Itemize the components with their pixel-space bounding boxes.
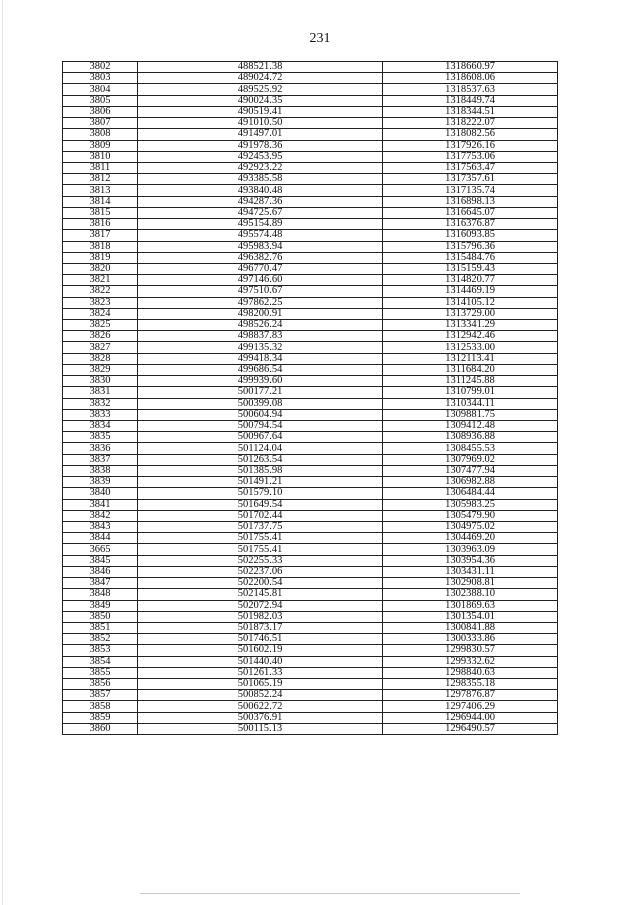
- point-number-cell: 3824: [63, 308, 138, 319]
- x-coordinate-cell: 501755.41: [138, 544, 383, 555]
- y-coordinate-cell: 1311245.88: [383, 376, 558, 387]
- x-coordinate-cell: 488521.38: [138, 62, 383, 73]
- y-coordinate-cell: 1318660.97: [383, 62, 558, 73]
- x-coordinate-cell: 500794.54: [138, 421, 383, 432]
- y-coordinate-cell: 1309412.48: [383, 421, 558, 432]
- table-row: [63, 398, 558, 409]
- table-row: [63, 263, 558, 274]
- y-coordinate-cell: 1300333.86: [383, 634, 558, 645]
- point-number-cell: 3859: [63, 712, 138, 723]
- table-row: [63, 331, 558, 342]
- x-coordinate-cell: 502255.33: [138, 555, 383, 566]
- y-coordinate-cell: 1314469.19: [383, 286, 558, 297]
- point-number-cell: 3825: [63, 320, 138, 331]
- x-coordinate-cell: 500967.64: [138, 432, 383, 443]
- table-row: [63, 308, 558, 319]
- y-coordinate-cell: 1299332.62: [383, 656, 558, 667]
- x-coordinate-cell: 491010.50: [138, 118, 383, 129]
- point-number-cell: 3847: [63, 578, 138, 589]
- point-number-cell: 3858: [63, 701, 138, 712]
- y-coordinate-cell: 1317563.47: [383, 162, 558, 173]
- y-coordinate-cell: 1318537.63: [383, 84, 558, 95]
- x-coordinate-cell: 501263.54: [138, 454, 383, 465]
- x-coordinate-cell: 501440.40: [138, 656, 383, 667]
- x-coordinate-cell: 500622.72: [138, 701, 383, 712]
- y-coordinate-cell: 1311684.20: [383, 364, 558, 375]
- table-row: [63, 387, 558, 398]
- y-coordinate-cell: 1313341.29: [383, 320, 558, 331]
- x-coordinate-cell: 501873.17: [138, 622, 383, 633]
- y-coordinate-cell: 1314820.77: [383, 275, 558, 286]
- point-number-cell: 3805: [63, 95, 138, 106]
- x-coordinate-cell: 500399.08: [138, 398, 383, 409]
- table-row: [63, 275, 558, 286]
- x-coordinate-cell: 500115.13: [138, 723, 383, 734]
- point-number-cell: 3808: [63, 129, 138, 140]
- table-row: [63, 634, 558, 645]
- x-coordinate-cell: 498200.91: [138, 308, 383, 319]
- x-coordinate-cell: 501746.51: [138, 634, 383, 645]
- table-row: [63, 432, 558, 443]
- table-row: [63, 106, 558, 117]
- y-coordinate-cell: 1307969.02: [383, 454, 558, 465]
- y-coordinate-cell: 1312533.00: [383, 342, 558, 353]
- y-coordinate-cell: 1302388.10: [383, 589, 558, 600]
- x-coordinate-cell: 494287.36: [138, 196, 383, 207]
- table-row: [63, 690, 558, 701]
- table-row: [63, 600, 558, 611]
- y-coordinate-cell: 1317926.16: [383, 140, 558, 151]
- y-coordinate-cell: 1304975.02: [383, 521, 558, 532]
- table-row: [63, 196, 558, 207]
- bottom-rule: [140, 893, 520, 894]
- point-number-cell: 3822: [63, 286, 138, 297]
- point-number-cell: 3821: [63, 275, 138, 286]
- table-row: [63, 252, 558, 263]
- y-coordinate-cell: 1316898.13: [383, 196, 558, 207]
- x-coordinate-cell: 501602.19: [138, 645, 383, 656]
- table-row: [63, 477, 558, 488]
- y-coordinate-cell: 1315159.43: [383, 263, 558, 274]
- point-number-cell: 3816: [63, 219, 138, 230]
- point-number-cell: 3846: [63, 566, 138, 577]
- y-coordinate-cell: 1297876.87: [383, 690, 558, 701]
- page-number: 231: [309, 31, 331, 46]
- y-coordinate-cell: 1318344.51: [383, 106, 558, 117]
- point-number-cell: 3820: [63, 263, 138, 274]
- x-coordinate-cell: 499686.54: [138, 364, 383, 375]
- point-number-cell: 3823: [63, 297, 138, 308]
- x-coordinate-cell: 502145.81: [138, 589, 383, 600]
- table-row: [63, 174, 558, 185]
- x-coordinate-cell: 501982.03: [138, 611, 383, 622]
- point-number-cell: 3809: [63, 140, 138, 151]
- table-row: [63, 241, 558, 252]
- x-coordinate-cell: 489525.92: [138, 84, 383, 95]
- table-row: [63, 95, 558, 106]
- table-row: [63, 207, 558, 218]
- y-coordinate-cell: 1304469.20: [383, 533, 558, 544]
- x-coordinate-cell: 492453.95: [138, 151, 383, 162]
- x-coordinate-cell: 497146.60: [138, 275, 383, 286]
- point-number-cell: 3844: [63, 533, 138, 544]
- point-number-cell: 3839: [63, 477, 138, 488]
- point-number-cell: 3848: [63, 589, 138, 600]
- table-row: [63, 118, 558, 129]
- table-row: [63, 555, 558, 566]
- point-number-cell: 3838: [63, 465, 138, 476]
- y-coordinate-cell: 1297406.29: [383, 701, 558, 712]
- x-coordinate-cell: 501261.33: [138, 667, 383, 678]
- table-row: [63, 679, 558, 690]
- table-row: [63, 162, 558, 173]
- y-coordinate-cell: 1314105.12: [383, 297, 558, 308]
- x-coordinate-cell: 496382.76: [138, 252, 383, 263]
- table-row: [63, 140, 558, 151]
- x-coordinate-cell: 489024.72: [138, 73, 383, 84]
- table-row: [63, 589, 558, 600]
- table-row: [63, 667, 558, 678]
- point-number-cell: 3853: [63, 645, 138, 656]
- point-number-cell: 3819: [63, 252, 138, 263]
- x-coordinate-cell: 501737.75: [138, 521, 383, 532]
- point-number-cell: 3828: [63, 353, 138, 364]
- y-coordinate-cell: 1315484.76: [383, 252, 558, 263]
- table-row: [63, 544, 558, 555]
- x-coordinate-cell: 492923.22: [138, 162, 383, 173]
- x-coordinate-cell: 501124.04: [138, 443, 383, 454]
- table-row: [63, 84, 558, 95]
- y-coordinate-cell: 1308936.88: [383, 432, 558, 443]
- table-row: [63, 645, 558, 656]
- table-row: [63, 488, 558, 499]
- table-row: [63, 376, 558, 387]
- x-coordinate-cell: 495983.94: [138, 241, 383, 252]
- point-number-cell: 3811: [63, 162, 138, 173]
- x-coordinate-cell: 490519.41: [138, 106, 383, 117]
- y-coordinate-cell: 1317135.74: [383, 185, 558, 196]
- y-coordinate-cell: 1305983.25: [383, 499, 558, 510]
- point-number-cell: 3803: [63, 73, 138, 84]
- y-coordinate-cell: 1300841.88: [383, 622, 558, 633]
- table-row: [63, 499, 558, 510]
- x-coordinate-cell: 502200.54: [138, 578, 383, 589]
- scan-edge: [2, 0, 3, 905]
- point-number-cell: 3837: [63, 454, 138, 465]
- point-number-cell: 3835: [63, 432, 138, 443]
- point-number-cell: 3817: [63, 230, 138, 241]
- point-number-cell: 3831: [63, 387, 138, 398]
- table-row: [63, 409, 558, 420]
- table-row: [63, 521, 558, 532]
- x-coordinate-cell: 501385.98: [138, 465, 383, 476]
- point-number-cell: 3854: [63, 656, 138, 667]
- y-coordinate-cell: 1306484.44: [383, 488, 558, 499]
- y-coordinate-cell: 1303963.09: [383, 544, 558, 555]
- y-coordinate-cell: 1318222.07: [383, 118, 558, 129]
- x-coordinate-cell: 500604.94: [138, 409, 383, 420]
- point-number-cell: 3806: [63, 106, 138, 117]
- x-coordinate-cell: 498526.24: [138, 320, 383, 331]
- x-coordinate-cell: 499939.60: [138, 376, 383, 387]
- table-row: [63, 622, 558, 633]
- table-row: [63, 297, 558, 308]
- point-number-cell: 3860: [63, 723, 138, 734]
- x-coordinate-cell: 501065.19: [138, 679, 383, 690]
- table-row: [63, 185, 558, 196]
- x-coordinate-cell: 501579.10: [138, 488, 383, 499]
- coordinates-table-body: [63, 62, 558, 735]
- x-coordinate-cell: 490024.35: [138, 95, 383, 106]
- x-coordinate-cell: 494725.67: [138, 207, 383, 218]
- point-number-cell: 3833: [63, 409, 138, 420]
- point-number-cell: 3818: [63, 241, 138, 252]
- table-row: [63, 364, 558, 375]
- table-row: [63, 656, 558, 667]
- table-row: [63, 465, 558, 476]
- table-row: [63, 353, 558, 364]
- y-coordinate-cell: 1310344.11: [383, 398, 558, 409]
- table-row: [63, 342, 558, 353]
- x-coordinate-cell: 495154.89: [138, 219, 383, 230]
- table-row: [63, 712, 558, 723]
- table-row: [63, 578, 558, 589]
- table-row: [63, 129, 558, 140]
- x-coordinate-cell: 500852.24: [138, 690, 383, 701]
- y-coordinate-cell: 1318608.06: [383, 73, 558, 84]
- y-coordinate-cell: 1296944.00: [383, 712, 558, 723]
- point-number-cell: 3830: [63, 376, 138, 387]
- y-coordinate-cell: 1312113.41: [383, 353, 558, 364]
- y-coordinate-cell: 1312942.46: [383, 331, 558, 342]
- x-coordinate-cell: 501702.44: [138, 510, 383, 521]
- x-coordinate-cell: 496770.47: [138, 263, 383, 274]
- point-number-cell: 3850: [63, 611, 138, 622]
- point-number-cell: 3813: [63, 185, 138, 196]
- y-coordinate-cell: 1299830.57: [383, 645, 558, 656]
- point-number-cell: 3855: [63, 667, 138, 678]
- x-coordinate-cell: 502237.06: [138, 566, 383, 577]
- table-row: [63, 611, 558, 622]
- x-coordinate-cell: 500177.21: [138, 387, 383, 398]
- table-row: [63, 73, 558, 84]
- y-coordinate-cell: 1302908.81: [383, 578, 558, 589]
- point-number-cell: 3841: [63, 499, 138, 510]
- y-coordinate-cell: 1316093.85: [383, 230, 558, 241]
- x-coordinate-cell: 502072.94: [138, 600, 383, 611]
- point-number-cell: 3840: [63, 488, 138, 499]
- coordinates-table: [62, 61, 558, 735]
- x-coordinate-cell: 493385.58: [138, 174, 383, 185]
- table-row: [63, 320, 558, 331]
- table-row: [63, 62, 558, 73]
- x-coordinate-cell: 493840.48: [138, 185, 383, 196]
- x-coordinate-cell: 499418.34: [138, 353, 383, 364]
- point-number-cell: 3665: [63, 544, 138, 555]
- table-row: [63, 219, 558, 230]
- x-coordinate-cell: 501755.41: [138, 533, 383, 544]
- point-number-cell: 3842: [63, 510, 138, 521]
- x-coordinate-cell: 491978.36: [138, 140, 383, 151]
- x-coordinate-cell: 498837.83: [138, 331, 383, 342]
- table-row: [63, 454, 558, 465]
- table-row: [63, 421, 558, 432]
- y-coordinate-cell: 1301869.63: [383, 600, 558, 611]
- y-coordinate-cell: 1298840.63: [383, 667, 558, 678]
- point-number-cell: 3810: [63, 151, 138, 162]
- point-number-cell: 3807: [63, 118, 138, 129]
- point-number-cell: 3832: [63, 398, 138, 409]
- table-row: [63, 443, 558, 454]
- x-coordinate-cell: 501491.21: [138, 477, 383, 488]
- table-row: [63, 286, 558, 297]
- point-number-cell: 3845: [63, 555, 138, 566]
- point-number-cell: 3849: [63, 600, 138, 611]
- y-coordinate-cell: 1303431.11: [383, 566, 558, 577]
- table-row: [63, 566, 558, 577]
- y-coordinate-cell: 1316645.07: [383, 207, 558, 218]
- point-number-cell: 3836: [63, 443, 138, 454]
- y-coordinate-cell: 1309881.75: [383, 409, 558, 420]
- x-coordinate-cell: 500376.91: [138, 712, 383, 723]
- point-number-cell: 3856: [63, 679, 138, 690]
- x-coordinate-cell: 499135.32: [138, 342, 383, 353]
- y-coordinate-cell: 1308455.53: [383, 443, 558, 454]
- x-coordinate-cell: 495574.48: [138, 230, 383, 241]
- y-coordinate-cell: 1313729.00: [383, 308, 558, 319]
- y-coordinate-cell: 1315796.36: [383, 241, 558, 252]
- table-row: [63, 701, 558, 712]
- table-row: [63, 723, 558, 734]
- x-coordinate-cell: 497862.25: [138, 297, 383, 308]
- table-row: [63, 151, 558, 162]
- point-number-cell: 3834: [63, 421, 138, 432]
- point-number-cell: 3827: [63, 342, 138, 353]
- point-number-cell: 3852: [63, 634, 138, 645]
- x-coordinate-cell: 501649.54: [138, 499, 383, 510]
- table-row: [63, 510, 558, 521]
- y-coordinate-cell: 1306982.88: [383, 477, 558, 488]
- y-coordinate-cell: 1317357.61: [383, 174, 558, 185]
- y-coordinate-cell: 1317753.06: [383, 151, 558, 162]
- y-coordinate-cell: 1301354.01: [383, 611, 558, 622]
- y-coordinate-cell: 1303954.36: [383, 555, 558, 566]
- point-number-cell: 3812: [63, 174, 138, 185]
- point-number-cell: 3843: [63, 521, 138, 532]
- y-coordinate-cell: 1296490.57: [383, 723, 558, 734]
- y-coordinate-cell: 1318082.56: [383, 129, 558, 140]
- point-number-cell: 3857: [63, 690, 138, 701]
- x-coordinate-cell: 491497.01: [138, 129, 383, 140]
- point-number-cell: 3804: [63, 84, 138, 95]
- y-coordinate-cell: 1298355.18: [383, 679, 558, 690]
- point-number-cell: 3815: [63, 207, 138, 218]
- x-coordinate-cell: 497510.67: [138, 286, 383, 297]
- point-number-cell: 3851: [63, 622, 138, 633]
- y-coordinate-cell: 1310799.01: [383, 387, 558, 398]
- table-row: [63, 230, 558, 241]
- y-coordinate-cell: 1307477.94: [383, 465, 558, 476]
- point-number-cell: 3814: [63, 196, 138, 207]
- point-number-cell: 3826: [63, 331, 138, 342]
- table-row: [63, 533, 558, 544]
- point-number-cell: 3802: [63, 62, 138, 73]
- point-number-cell: 3829: [63, 364, 138, 375]
- y-coordinate-cell: 1316376.87: [383, 219, 558, 230]
- y-coordinate-cell: 1318449.74: [383, 95, 558, 106]
- y-coordinate-cell: 1305479.90: [383, 510, 558, 521]
